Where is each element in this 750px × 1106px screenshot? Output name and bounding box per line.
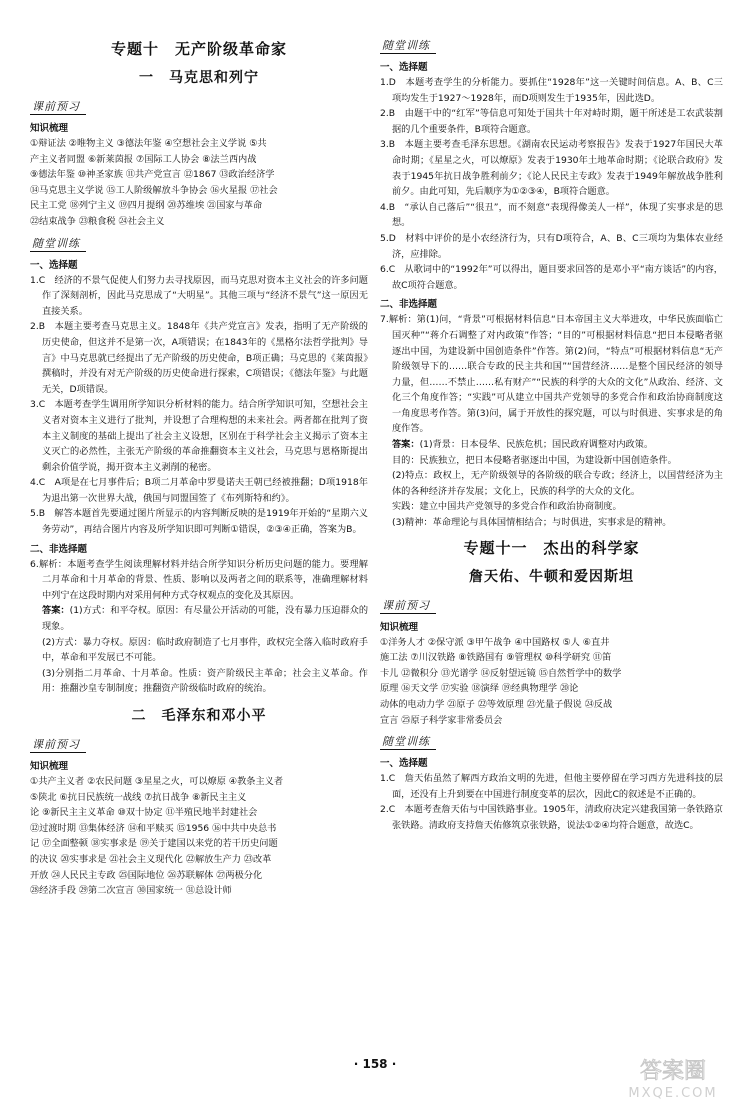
answer-text: (1)方式：和平夺权。原因：有尽量公开活动的可能，没有暴力压迫群众的现象。 [42,605,369,633]
section-mao-deng-title: 二 毛泽东和邓小平 [131,708,267,724]
knowledge-line: 民主工党 ⑱列宁主义 ⑲四月提纲 ⑳苏维埃 ㉑国家与革命 [30,200,263,212]
page-number: · 158 · [353,1057,397,1071]
answer-item: 5.D 材料中评价的是小农经济行为，只有D项符合，A、B、C三项均为集体农业经济，应排除。 [380,232,723,260]
answer-item: 5.B 解答本题首先要通过图片所显示的内容判断反映的是1919年开始的“星期六义务劳动”，再结合图片内容及所学知识即可判断①错误，②③④正确，答案为B。 [30,508,368,536]
answer-item: 3.C 本题考查学生调用所学知识分析材料的能力。结合所学知识可知，空想社会主义者对资本主义进行了批判，并设想了合理构想的未来社会。两者都在批判了资本主义制度的基础上提出了社会主义设想，区别在于科学社会主义揭示了资本主义灭亡的必然性，主张无产阶级的革命推翻资本主义社会，马克思与恩格斯提出剩余价值学说，揭开资本主义剥削的秘密。 [30,399,368,473]
knowledge-line: 开放 ㉔人民民主专政 ㉕国际地位 ㉖苏联解体 ㉗两极分化 [30,869,263,881]
preview-tag: 课前预习 [30,735,86,753]
answer-text: (3)精神：革命理论与具体国情相结合；与时俱进，实事求是的精神。 [392,517,672,529]
answer-text: (1)背景：日本侵华、民族危机；国民政府调整对内政策。 [419,439,654,451]
answer-item: 2.B 由题干中的“红军”等信息可知处于国共十年对峙时期，题干所述是工农武装割据的几个重要条件，B项符合题意。 [380,108,723,135]
preview-tag: 课前预习 [30,97,86,115]
answer-text: 实践：建立中国共产党领导的多党合作和政治协商制度。 [392,501,622,513]
watermark-brand: 答案圈 [639,1059,707,1084]
topic-eleven-title: 专题十一 杰出的科学家 [463,538,640,557]
answer-text: (2)特点：政权上，无产阶级领导的各阶级的联合专政；经济上，以国营经济为主体的各种经济并存发展；文化上，民族的科学的大众的文化。 [392,470,723,497]
answer-item: 1.D 本题考查学生的分析能力。要抓住“1928年”这一关键时间信息。A、B、C三项均发生于1927～1928年，而D项则发生于1935年，因此选D。 [380,77,723,104]
answer-item: 2.B 本题主要考查马克思主义。1848年《共产党宣言》发表，指明了无产阶级的历史使命，但这并不是第一次，A项错误；在1843年的《黑格尔法哲学批判》导言》中马克思就已经提出了无产阶级的历史使命，B项正确；马克思的《莱茵报》撰稿时，并没有对无产阶级的历史使命进行探索，C项错误；《德法年鉴》与此题无关，D项错误。 [30,321,368,395]
topic-ten-title: 专题十 无产阶级革命家 [110,40,287,58]
knowledge-line: 动体的电动力学 ㉑原子 ㉒等效原理 ㉓光量子假说 ㉔反战 [380,699,613,710]
practice-tag: 随堂训练 [30,234,86,252]
answer-item: 6.C 从歌词中的“1992年”可以得出，题目要求回答的是邓小平“南方谈话”的内容，故C项符合题意。 [380,264,723,291]
section-marx-lenin-title: 一 马克思和列宁 [139,70,259,86]
knowledge-line: 原理 ⑯天文学 ⑰实验 ⑱演绎 ⑲经典物理学 ⑳论 [380,683,579,695]
answer-item: 4.C A项是在七月事件后；B项二月革命中罗曼诺夫王朝已经被推翻；D项1918年为退出第一次世界大战，俄国与同盟国签了《布列斯特和约》。 [30,477,368,504]
choice-subhead: 一、选择题 [30,259,78,271]
answer-label-line [380,437,723,453]
knowledge-line: ⑭马克思主义学说 ⑮工人阶级解放斗争协会 ⑯火星报 ⑰社会 [30,184,278,196]
knowledge-line: ①洋务人才 ②保守派 ③甲午战争 ④中国路权 ⑤人 ⑥直井 [380,636,610,648]
knowledge-line: ㉒结束战争 ㉓粮食税 ㉔社会主义 [30,215,165,227]
knowledge-line: ⑨德法年鉴 ⑩神圣家族 ⑪共产党宣言 ⑫1867 ⑬政治经济学 [30,169,275,181]
knowledge-subhead: 知识梳理 [30,123,69,134]
left-column [30,32,368,899]
answer-item: 4.B “承认自己落后”“很丑”，而不刻意“表现得像美人一样”，体现了实事求是的思想。 [380,201,723,229]
knowledge-line: 的决议 ⑳实事求是 ㉑社会主义现代化 ㉒解放生产力 ㉓改革 [30,853,272,865]
choice-subhead: 一、选择题 [380,62,428,73]
answer-label: 答案： [42,605,70,617]
answer-item: 2.C 本题考查詹天佑与中国铁路事业。1905年，清政府决定兴建我国第一条铁路京张铁路。清政府支持詹天佑修筑京张铁路，说法①②④均符合题意，故选C。 [380,804,723,831]
knowledge-line: ㉘经济手段 ㉙第二次宣言 ㉚国家统一 ㉛总设计师 [30,885,232,897]
knowledge-list [30,136,368,230]
practice-tag: 随堂训练 [380,732,436,750]
answer-item: 1.C 经济的不景气促使人们努力去寻找原因，而马克思对资本主义社会的许多问题作了深刻剖析，因此马克思成了“大明星”。其他三项与“经济不景气”这一原因无直接关系。 [30,274,368,317]
answer-item: 3.B 本题主要考查毛泽东思想。《湖南农民运动考察报告》发表于1927年国民大革命时期；《星星之火，可以燎原》发表于1930年土地革命时期；《论联合政府》发表于1945年抗日战争胜利前夕；《论人民民主专政》发表于1949年解放战争胜利前夕。由此可知，先后顺序为①②③④，B项符合题意。 [380,139,723,198]
knowledge-line: ①共产主义者 ②农民问题 ③星星之火，可以燎原 ④教条主义者 [30,776,284,787]
knowledge-list [30,774,368,899]
knowledge-line: 施工法 ⑦川汉铁路 ⑧铁路国有 ⑨管理权 ⑩科学研究 ⑪笛 [380,652,612,664]
material-subhead: 二、非选择题 [30,543,88,555]
analysis-paragraph: 6.解析：本题考查学生阅读理解材料并结合所学知识分析历史问题的能力。要理解二月革命和十月革命的背景、性质、影响以及两者之间的联系等，准确理解材料中列宁在这段时期内对采用何种方式夺权观点的变化及其原因。 [30,558,368,601]
choice-subhead: 一、选择题 [380,758,428,770]
knowledge-line: 宣言 ㉕原子科学家非常委员会 [380,714,503,726]
watermark-logo [618,1052,728,1102]
knowledge-line: 产主义者同盟 ⑥新莱茵报 ⑦国际工人协会 ⑧法兰西内战 [30,153,257,165]
knowledge-line: 卡儿 ⑫微积分 ⑬光谱学 ⑭反射望远镜 ⑮自然哲学中的数学 [380,667,622,679]
knowledge-line: ⑤陕北 ⑥抗日民族统一战线 ⑦抗日战争 ⑧新民主主义 [30,791,247,803]
knowledge-line: 论 ⑨新民主主义革命 ⑩双十协定 ⑪半殖民地半封建社会 [30,807,258,819]
answer-text: (2)方式：暴力夺权。原因：临时政府制造了七月事件，政权完全落入临时政府手中，革命和平发展已不可能。 [42,636,368,664]
answer-text: (3)分别指二月革命、十月革命。性质：资产阶级民主革命；社会主义革命。作用：推翻沙皇专制制度；推翻资产阶级临时政府的统治。 [42,667,368,695]
knowledge-line: 记 ⑰全面整顿 ⑱实事求是 ⑲关于建国以来党的若干历史问题 [30,838,278,850]
knowledge-line: ①辩证法 ②唯物主义 ③德法年鉴 ④空想社会主义学说 ⑤共 [30,138,267,149]
knowledge-subhead: 知识梳理 [30,761,69,772]
section-scientists-title: 詹天佑、牛顿和爱因斯坦 [469,568,634,585]
answer-text: 目的：民族独立，把日本侵略者驱逐出中国，为建设新中国创造条件。 [392,454,677,466]
answer-label-line [30,603,368,634]
answer-label: 答案： [392,439,420,451]
analysis-paragraph: 7.解析：第(1)问，“背景”可根据材料信息“日本帝国主义大举进攻，中华民族面临亡国灭种”“蒋介石调整了对内政策”作答；“目的”可根据材料信息“把日本侵略者驱逐出中国，为建设新中国创造条件”作答。第(2)问，“特点”可根据材料信息“无产阶级领导下的……联合专政的民主共和国”“国营经济……是整个国民经济的领导力量，但……不禁止……私有财产”“民族的科学的大众的文化”从政治、经济、文化三个角度作答；“实践”可从建立中国共产党领导的多党合作和政治协商制度这一角度思考作答。第(3)问，属于开放性的探究题，可以与时俱进、实事求是的角度作答。 [380,314,723,435]
practice-tag: 随堂训练 [380,36,436,54]
knowledge-list [380,635,723,729]
preview-tag: 课前预习 [380,596,436,614]
right-column [380,32,723,834]
material-subhead: 二、非选择题 [380,299,438,311]
watermark-site: MXQE.COM [628,1086,718,1101]
answer-item: 1.C 詹天佑虽然了解西方政治文明的先进，但他主要停留在学习西方先进科技的层面，还没有上升到要在中国进行制度变革的层次，因此C的叙述是不正确的。 [380,773,723,800]
knowledge-subhead: 知识梳理 [380,621,419,633]
knowledge-line: ⑫过渡时期 ⑬集体经济 ⑭和平赎买 ⑮1956 ⑯中共中央总书 [30,822,277,834]
